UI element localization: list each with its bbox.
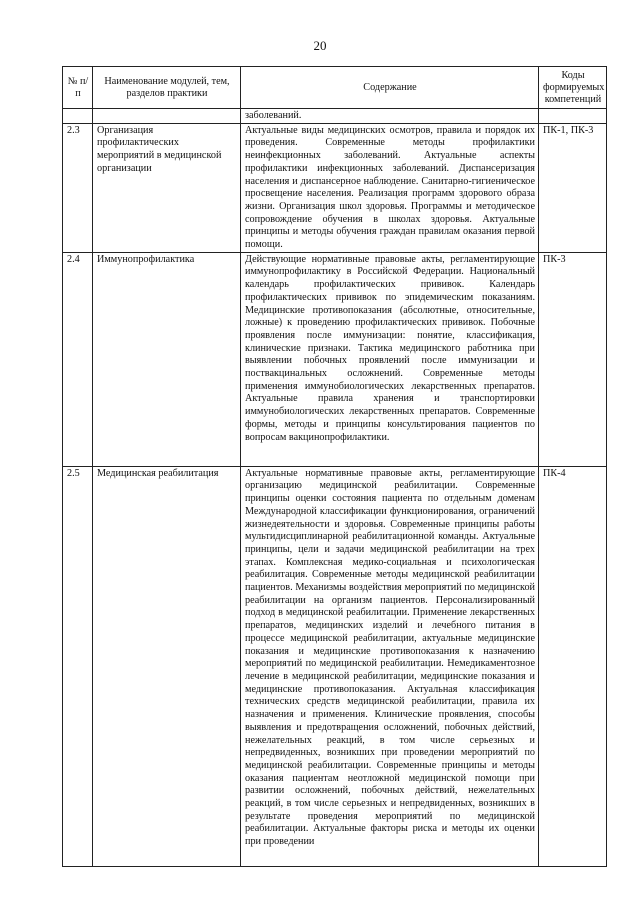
cell-content: Актуальные виды медицинских осмотров, правила и порядок их проведения. Современные методы профилактики неинфекционных заболеваний. Актуальные аспекты профилактики инфекционных заболеваний. Диспансеризация населения и диспансерное наблюдение. Санитарно-гигиеническое просвещение населения. Реализация программ здорового образа жизни. Организация школ здоровья. Программы и методическое сопровождение обучения в школах здоровья. Актуальные принципы и методы обучения граждан правилам оказания первой помощи.: [241, 123, 539, 252]
cell-name: [93, 109, 241, 124]
cell-name: Организация профилактических мероприятий в медицинской организации: [93, 123, 241, 252]
table-row-continuation: [63, 109, 607, 124]
cell-name: Иммунопрофилактика: [93, 252, 241, 466]
cell-content: Актуальные нормативные правовые акты, регламентирующие организацию медицинской реабилитации. Современные принципы оценки состояния пациента по отдельным доменам Международной классификации функционирования, ограничений жизнедеятельности и здоровья. Современные принципы работы мультидисциплинарной реабилитационной команды. Актуальные принципы, цели и задачи медицинской реабилитации на трех этапах. Комплексная медико-социальная и психологическая реабилитация. Современные методы медицинской реабилитации пациентов. Механизмы воздействия мероприятий по медицинской реабилитации на организм пациентов. Персонализированный подход в медицинской реабилитации. Применение лекарственных препаратов, медицинских изделий и лечебного питания в процессе медицинской реабилитации, актуальные медицинские показания и медицинские противопоказания к назначению мероприятий по медицинской реабилитации. Немедикаментозное лечение в медицинской реабилитации, медицинские показания и медицинские противопоказания. Актуальная классификация технических средств медицинской реабилитации, правила их назначения и применения. Клинические проявления, способы выявления и предотвращения осложнений, побочных действий, нежелательных реакций, в том числе серьезных и непредвиденных, возникших при проведении мероприятий по медицинской реабилитации. Современные принципы и методы оказания пациентам неотложной медицинской помощи при развитии осложнений, побочных действий, нежелательных реакций, в том числе серьезных и непредвиденных, возникших в результате проведения мероприятий по медицинской реабилитации. Актуальные факторы риска и методы их оценки при проведении: [241, 466, 539, 866]
cell-codes: [539, 109, 607, 124]
cell-codes: ПК-1, ПК-3: [539, 123, 607, 252]
cell-content: Действующие нормативные правовые акты, регламентирующие иммунопрофилактику в Российской Федерации. Национальный календарь профилактических прививок. Календарь профилактических прививок по эпидемическим показаниям. Медицинские противопоказания (абсолютные, относительные, ложные) к проведению профилактических прививок. Побочные проявления после иммунизации: понятие, классификация, клинические признаки. Тактика медицинского работника при выявлении побочных проявлений после иммунизации и поствакцинальных осложнений. Современные методы применения иммунобиологических лекарственных препаратов. Актуальные правила хранения и транспортировки иммунобиологических лекарственных препаратов. Современные формы, методы и принципы консультирования пациентов по вопросам вакцинопрофилактики.: [241, 252, 539, 466]
header-name: Наименование модулей, тем, разделов практики: [93, 67, 241, 109]
cell-codes: ПК-4: [539, 466, 607, 866]
cell-num: 2.5: [63, 466, 93, 866]
header-content: Содержание: [241, 67, 539, 109]
cell-num: 2.4: [63, 252, 93, 466]
curriculum-table: [62, 66, 607, 867]
cell-codes: ПК-3: [539, 252, 607, 466]
table-row: [63, 123, 607, 252]
cell-num: 2.3: [63, 123, 93, 252]
header-num: № п/п: [63, 67, 93, 109]
table-row: [63, 466, 607, 866]
header-codes: Коды формируемых компетенций: [539, 67, 607, 109]
table-row: [63, 252, 607, 466]
page-number: 20: [313, 38, 327, 53]
cell-num: [63, 109, 93, 124]
cell-content: заболеваний.: [241, 109, 539, 124]
table-header-row: [63, 67, 607, 109]
cell-name: Медицинская реабилитация: [93, 466, 241, 866]
